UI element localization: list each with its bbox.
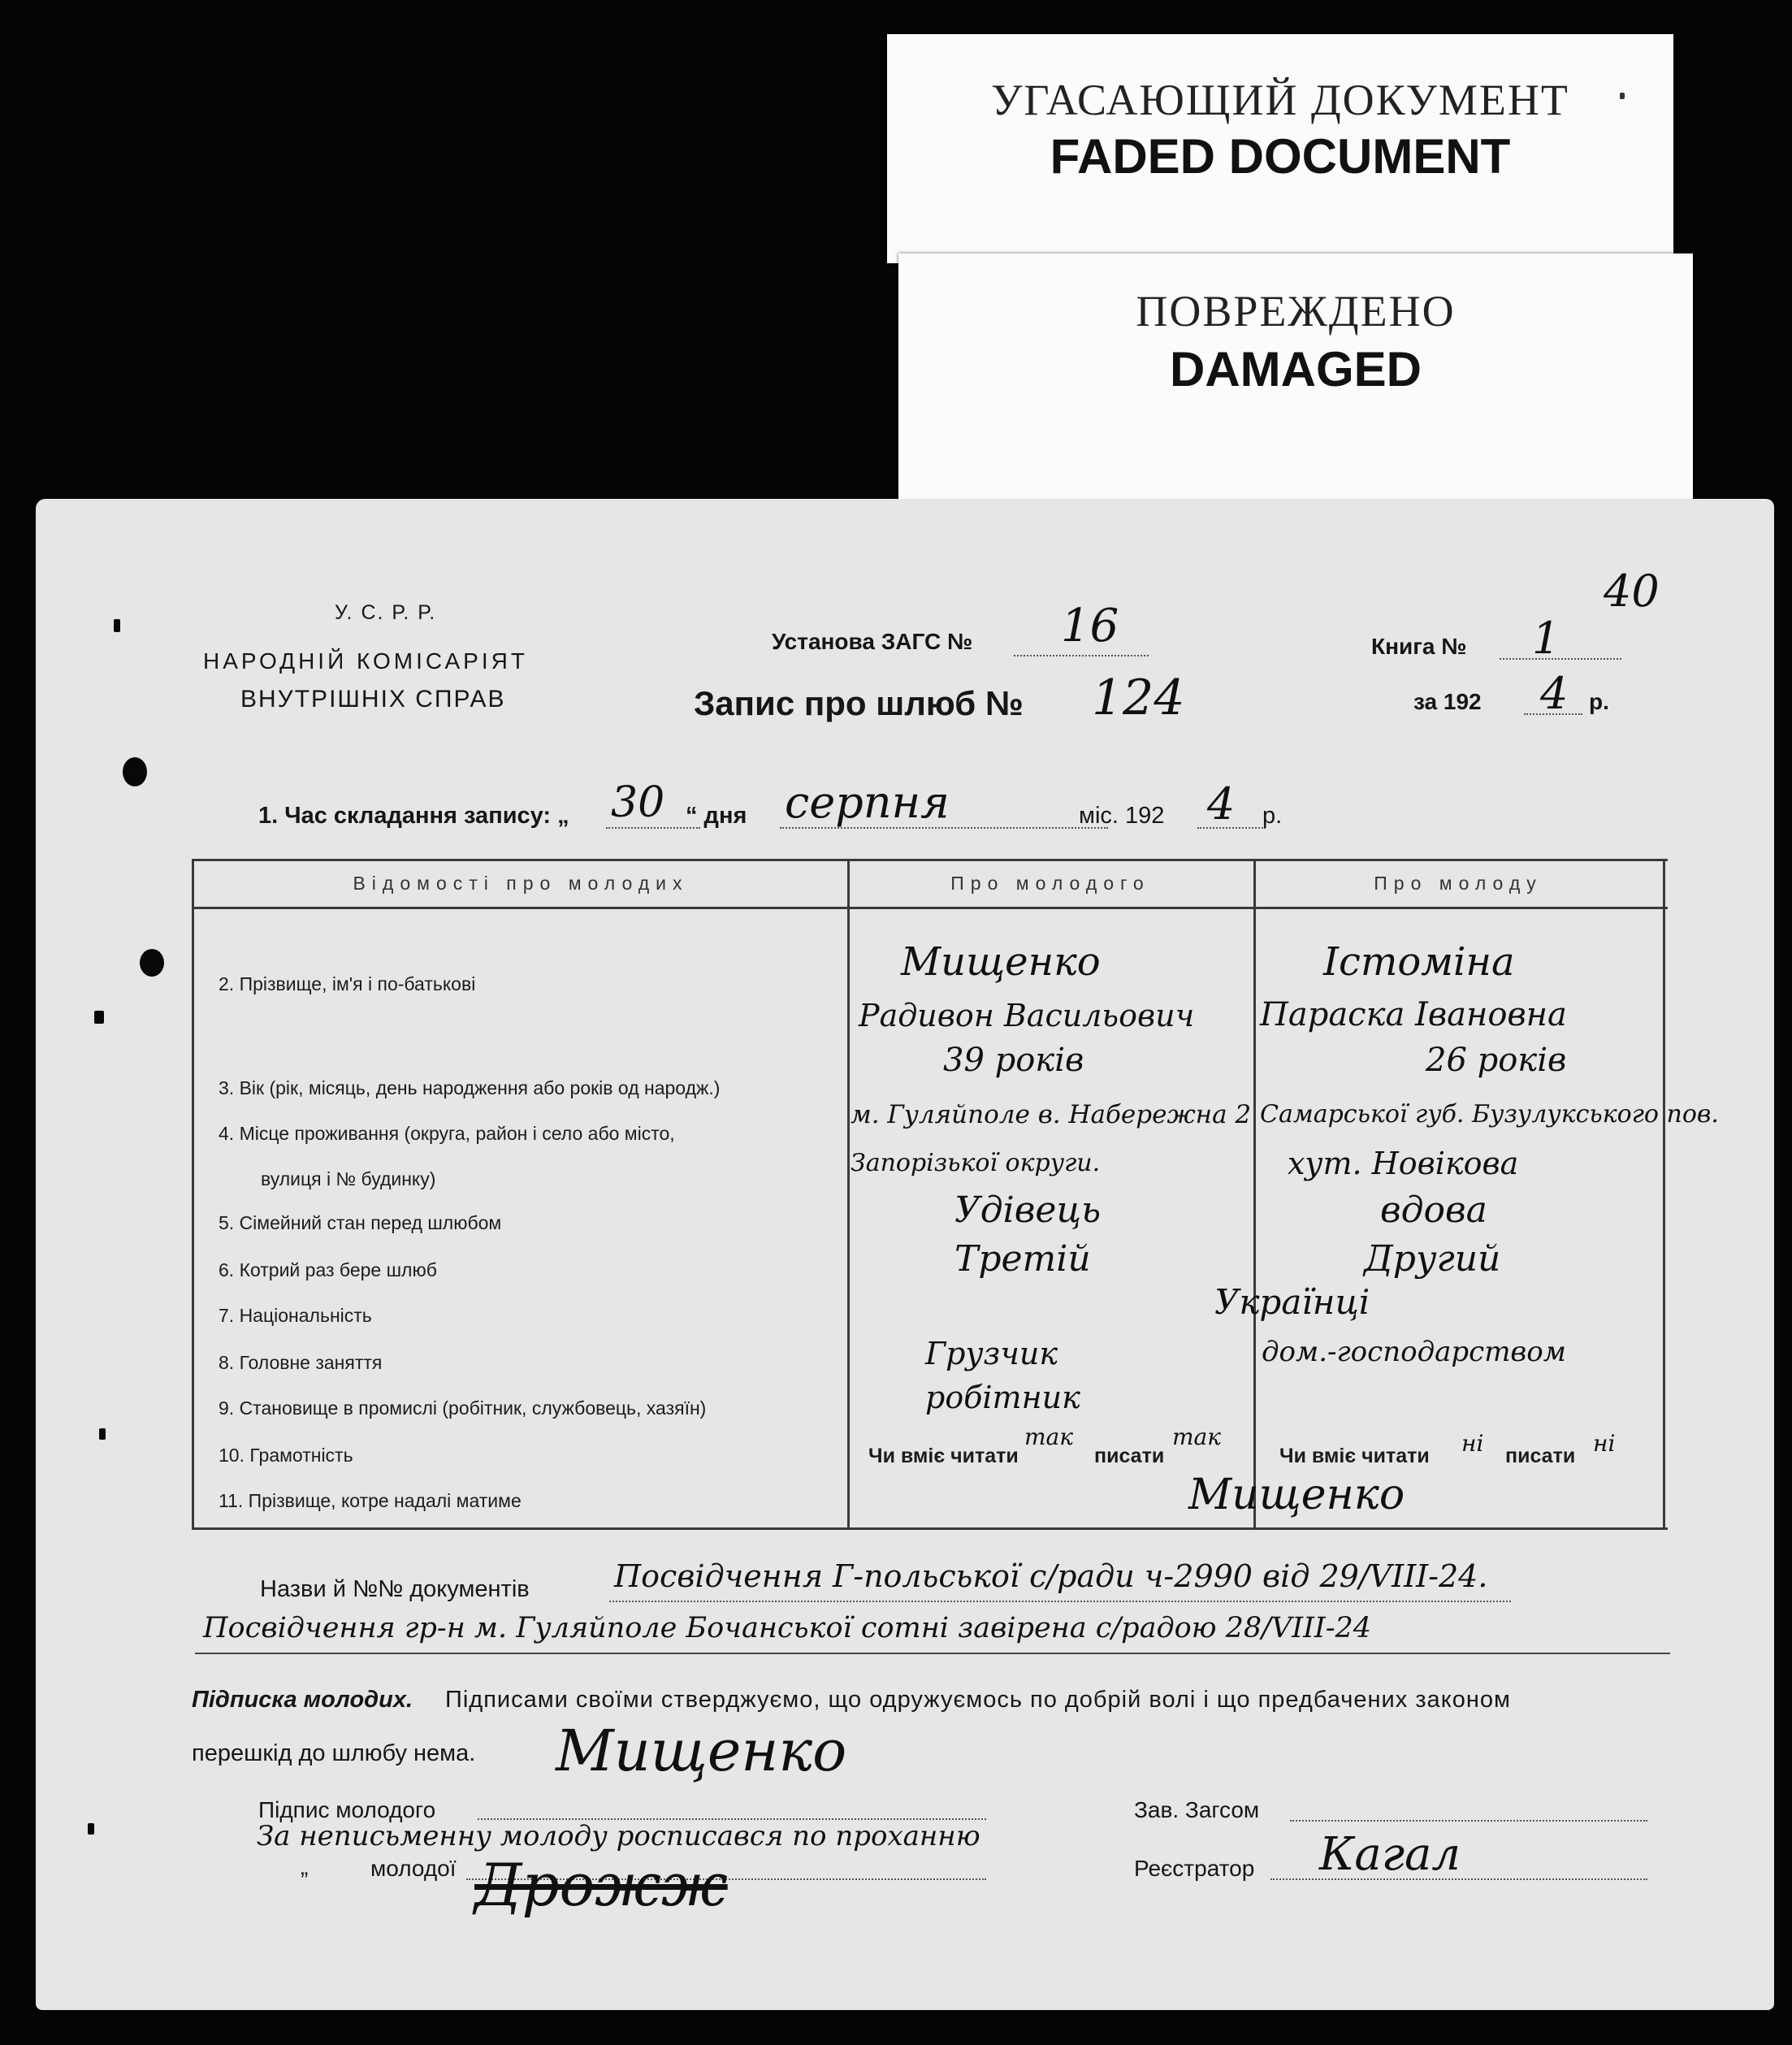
column-header-bride: Про молоду — [1374, 873, 1543, 894]
table-divider — [1663, 861, 1665, 1527]
row-label-age: 3. Вік (рік, місяць, день народження або років од народж.) — [219, 1077, 721, 1098]
bride-marriage-count: Другий — [1364, 1238, 1501, 1280]
groom-surname: Мищенко — [901, 939, 1101, 985]
record-month-label: міс. 192 — [1079, 803, 1165, 829]
marriage-record-sheet — [36, 499, 1774, 2010]
row-label-future-surname: 11. Прізвище, котре надалі матиме — [219, 1490, 522, 1511]
documents-underline-2 — [195, 1653, 1670, 1654]
head-signature-underline — [1290, 1820, 1647, 1822]
edge-tear — [88, 1823, 94, 1835]
page-number: 40 — [1604, 565, 1660, 617]
future-surname: Мищенко — [1188, 1471, 1405, 1519]
groom-age: 39 років — [943, 1042, 1084, 1079]
republic-label: У. С. Р. Р. — [335, 601, 437, 624]
record-day-suffix: “ дня — [686, 803, 747, 829]
damaged-document-label — [898, 253, 1693, 502]
record-title: Запис про шлюб № — [694, 684, 1024, 722]
declaration-text-1: Підписами своїми стверджуємо, що одружуємось по добрій волі і що предбачених законом — [445, 1687, 1511, 1713]
year-suffix: р. — [1589, 689, 1609, 714]
registrar-signature: Кагал — [1319, 1828, 1461, 1881]
row-label-residence-1: 4. Місце проживання (округа, район і село або місто, — [219, 1123, 675, 1144]
groom-occupation: Грузчик — [925, 1336, 1058, 1371]
declaration-text-2: перешкід до шлюбу нема. — [192, 1740, 476, 1766]
bride-residence-2: хут. Новікова — [1288, 1146, 1519, 1181]
record-day: 30 — [611, 778, 665, 827]
documents-underline-1 — [609, 1601, 1511, 1602]
registrar-label: Реєстратор — [1134, 1856, 1255, 1881]
bride-write-label: писати — [1505, 1445, 1576, 1467]
column-header-fields: Відомості про молодих — [353, 873, 689, 894]
table-header-rule — [194, 907, 1668, 909]
record-number: 124 — [1092, 669, 1185, 726]
punch-hole — [123, 757, 147, 786]
bride-marital-status: вдова — [1380, 1189, 1487, 1231]
bride-surname: Істоміна — [1323, 939, 1515, 985]
row-label-marriage-count: 6. Котрий раз бере шлюб — [219, 1259, 437, 1280]
row-label-residence-2: вулиця і № будинку) — [261, 1168, 436, 1189]
groom-declaration-signature: Мищенко — [556, 1718, 847, 1784]
damaged-label-en: DAMAGED — [1170, 342, 1422, 396]
edge-tear — [94, 1011, 104, 1024]
bride-read-value: ні — [1461, 1430, 1484, 1457]
edge-tear — [99, 1428, 106, 1440]
bride-read-label: Чи вміє читати — [1279, 1445, 1430, 1467]
ink-dot — [1620, 93, 1625, 99]
groom-given-name: Радивон Васильович — [859, 998, 1195, 1033]
institution-underline — [1014, 655, 1149, 656]
commissariat-line-2: ВНУТРІШНІХ СПРАВ — [240, 686, 506, 713]
row-label-nationality: 7. Національність — [219, 1305, 372, 1326]
faded-label-en: FADED DOCUMENT — [1050, 129, 1511, 184]
groom-residence-2: Запорізької округи. — [851, 1149, 1101, 1177]
record-time-label: 1. Час складання запису: „ — [258, 803, 569, 829]
year-label: за 192 — [1413, 689, 1482, 714]
institution-label: Установа ЗАГС № — [772, 629, 973, 654]
groom-signature-label: Підпис молодого — [258, 1797, 436, 1822]
documents-label: Назви й №№ документів — [260, 1576, 530, 1602]
book-underline — [1500, 658, 1621, 660]
marriage-details-table — [192, 859, 1719, 1530]
year-value: 4 — [1540, 668, 1569, 719]
table-divider — [1253, 861, 1256, 1527]
bride-signature-quote: „ — [301, 1854, 309, 1879]
column-header-groom: Про молодого — [950, 873, 1150, 894]
book-number: 1 — [1532, 613, 1560, 664]
bride-proxy-signature: Дрожж — [474, 1851, 728, 1919]
head-of-registry-label: Зав. Загсом — [1134, 1797, 1260, 1822]
row-label-marital-status: 5. Сімейний стан перед шлюбом — [219, 1212, 502, 1233]
bride-given-name: Параска Івановна — [1260, 996, 1567, 1033]
faded-document-label — [887, 34, 1673, 263]
groom-read-label: Чи вміє читати — [868, 1445, 1019, 1467]
documents-line-1: Посвідчення Г-польської с/ради ч-2990 від 29/VIII-24. — [614, 1558, 1488, 1594]
punch-hole — [140, 949, 164, 977]
faded-label-ru: УГАСАЮЩИЙ ДОКУМЕНТ — [991, 76, 1569, 124]
groom-position: робітник — [925, 1380, 1080, 1415]
declaration-title: Підписка молодих. — [192, 1687, 413, 1713]
documents-line-2: Посвідчення гр-н м. Гуляйполе Бочанської сотні завірена с/радою 28/VIII-24 — [203, 1612, 1372, 1644]
groom-write-label: писати — [1094, 1445, 1165, 1467]
groom-read-value: так — [1024, 1423, 1073, 1450]
commissariat-line-1: НАРОДНІЙ КОМІСАРІЯТ — [203, 648, 528, 674]
table-divider — [847, 861, 850, 1527]
row-label-position: 9. Становище в промислі (робітник, службовець, хазяїн) — [219, 1397, 707, 1419]
bride-signature-label: молодої — [370, 1856, 457, 1881]
damaged-label-ru: ПОВРЕЖДЕНО — [1136, 287, 1456, 336]
bride-occupation: дом.-господарством — [1262, 1336, 1566, 1368]
book-label: Книга № — [1371, 634, 1467, 659]
edge-tear — [114, 619, 120, 632]
record-year-suffix: р. — [1262, 803, 1283, 829]
record-year: 4 — [1207, 778, 1236, 830]
illiterate-signing-note: За неписьменну молоду росписався по проханню — [257, 1820, 980, 1852]
groom-marital-status: Удівець — [954, 1189, 1102, 1231]
bride-write-value: ні — [1593, 1430, 1616, 1457]
groom-residence-1: м. Гуляйполе в. Набережна 2 — [851, 1100, 1252, 1129]
row-label-name: 2. Прізвище, ім'я і по-батькові — [219, 973, 476, 994]
row-label-occupation: 8. Головне заняття — [219, 1352, 383, 1373]
institution-number: 16 — [1061, 600, 1119, 652]
groom-marriage-count: Третій — [954, 1238, 1091, 1280]
row-label-literacy: 10. Грамотність — [219, 1445, 353, 1466]
bride-age: 26 років — [1426, 1042, 1567, 1079]
record-month: серпня — [785, 777, 950, 828]
groom-write-value: так — [1172, 1423, 1221, 1450]
bride-residence-1: Самарської губ. Бузулукського пов. — [1260, 1100, 1719, 1129]
nationality-both: Українці — [1214, 1282, 1370, 1322]
